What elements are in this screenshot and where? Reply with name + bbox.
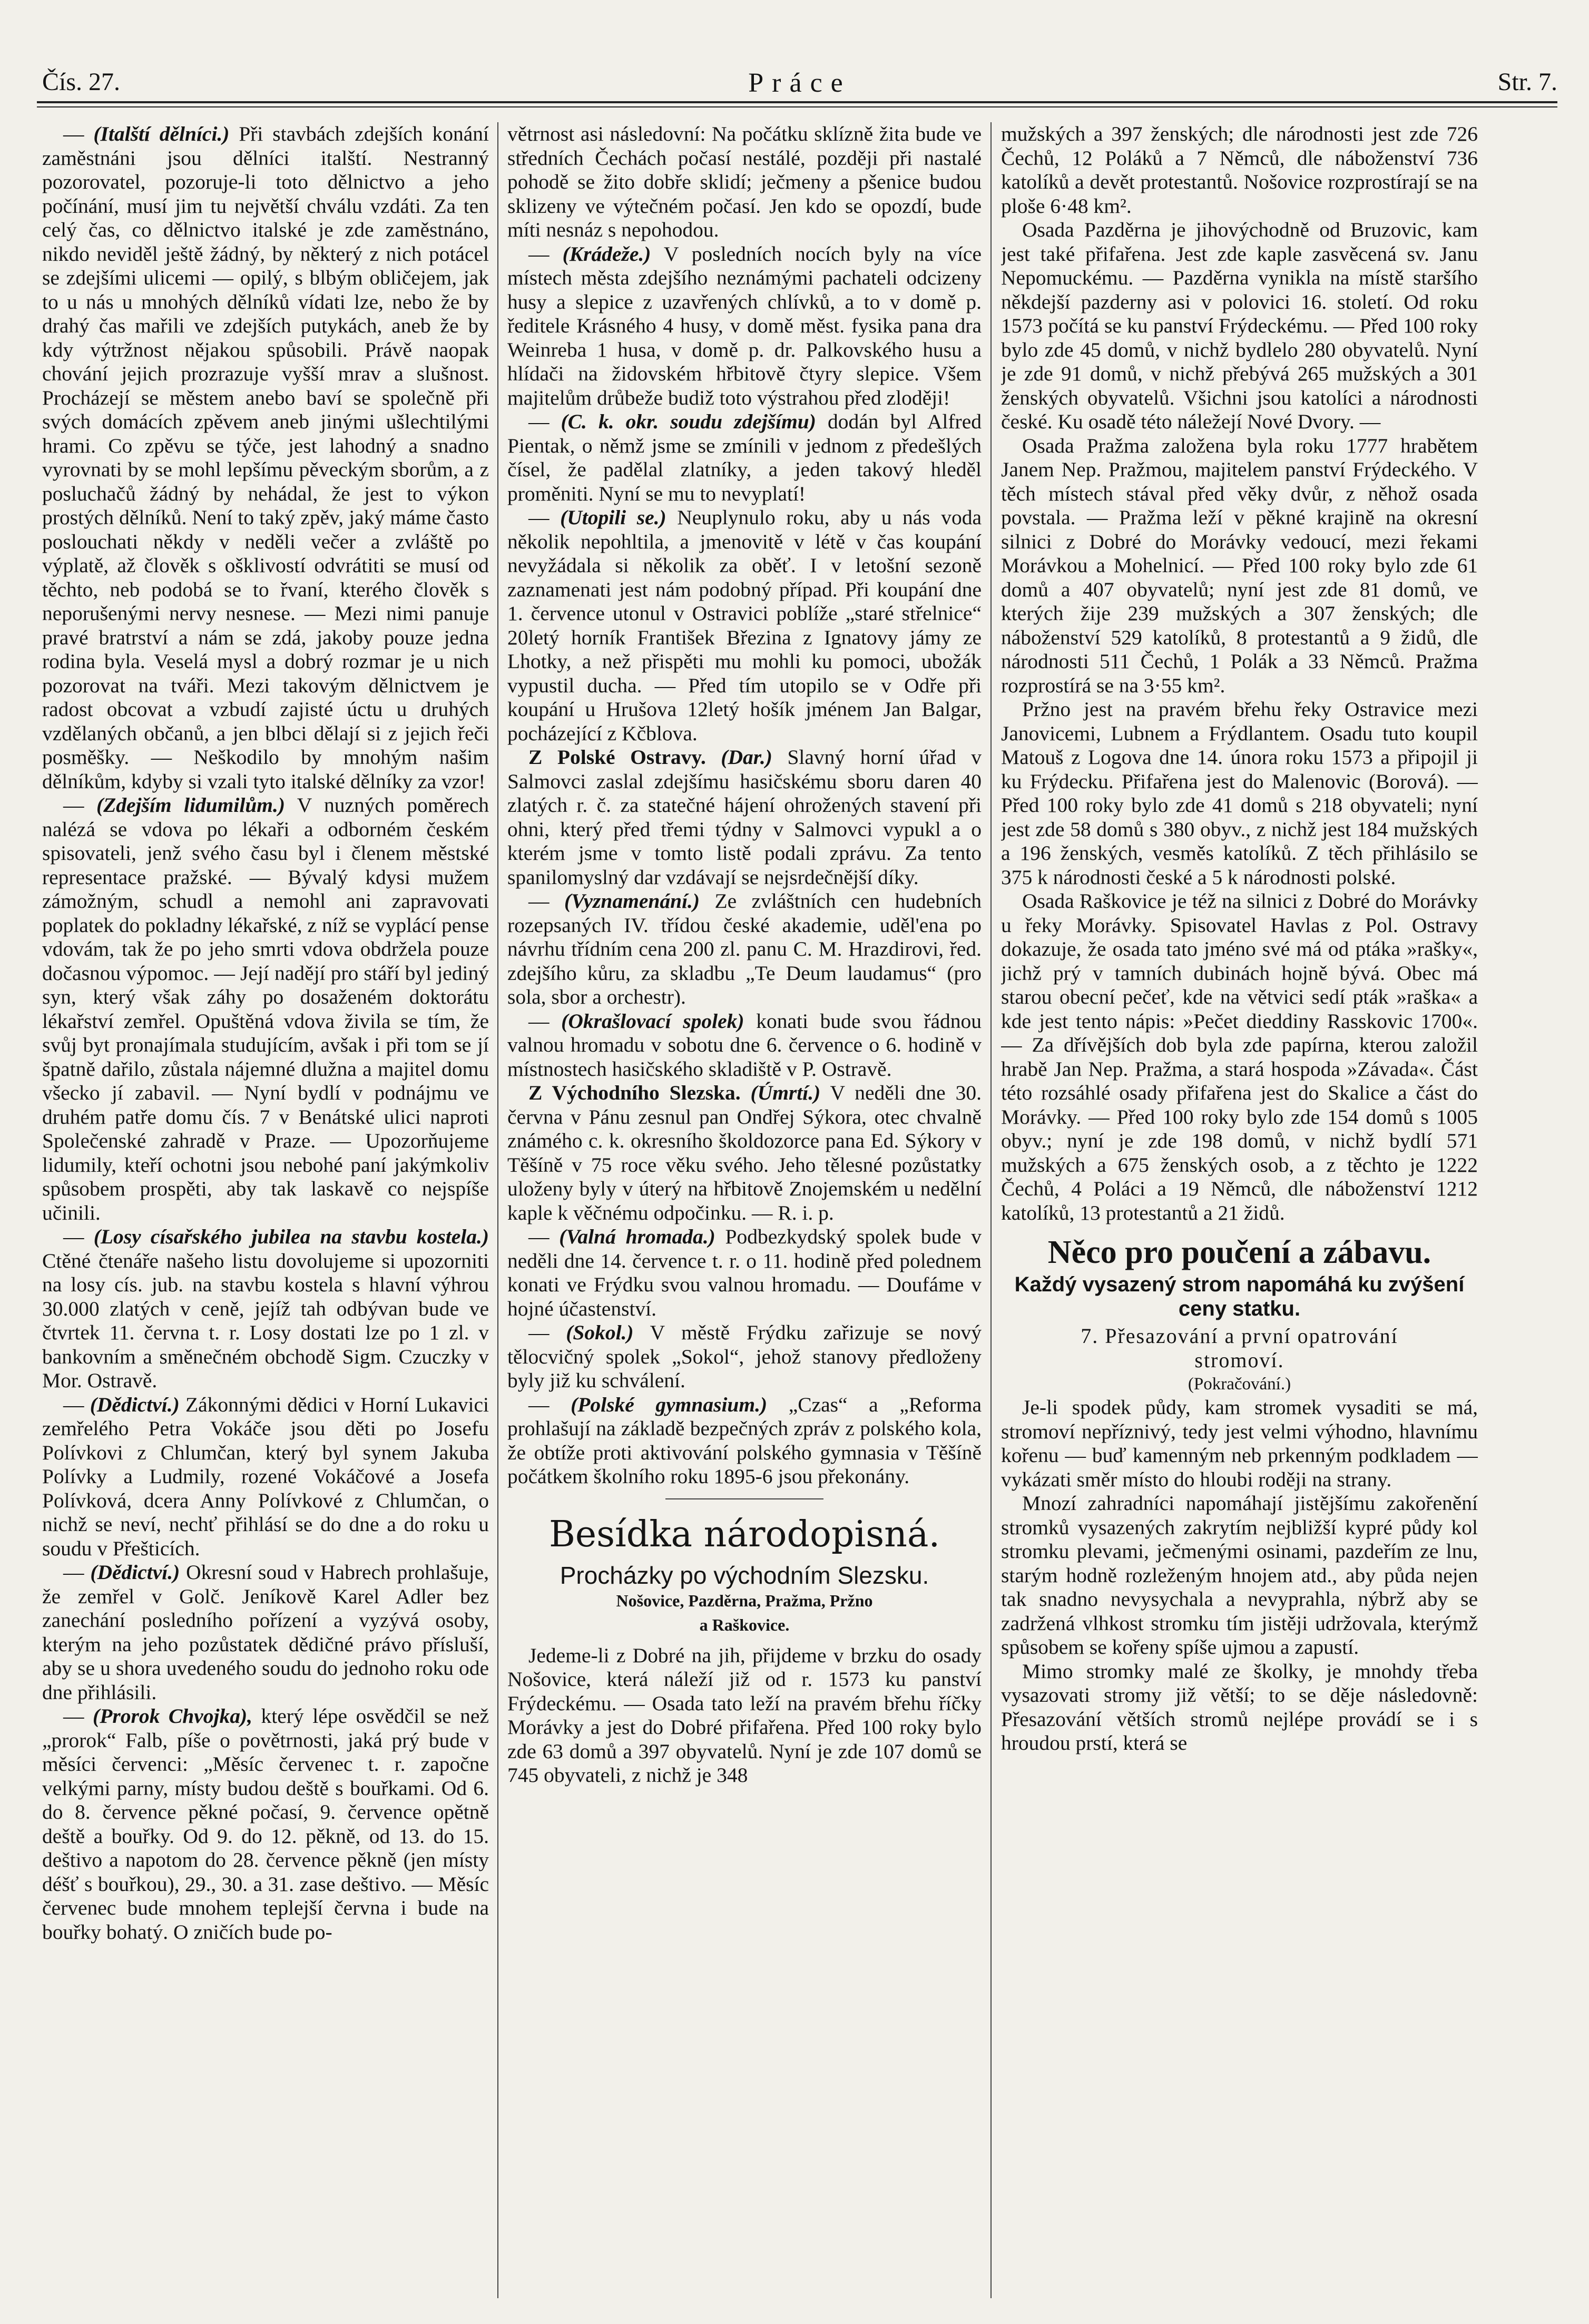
villages-line: Nošovice, Pazděrna, Pražma, Pržno: [616, 1591, 873, 1610]
article-raskovice: Osada Raškovice je též na silnici z Dobré do Morávky u řeky Morávky. Spisovatel Havlas z Pol. Ostravy dokazuje, že osada tato jméno své má od ptáka »rašky«, jichž prý v tamních dubinách hojně bývá. Obec má starou obecní pečeť, kde na větvici sedí pták »raška« a kde jest tento nápis: »Pečet dieddiny Rasskovic 1700«. — Za dřívějších dob byla zde papírna, kterou založil hrabě Jan Nep. Pražma, a stará hospoda »Závada«. Část této rozsáhlé osady přifařena jest do Skalice a část do Morávky. — Před 100 roky bylo zde 154 domů s 1005 obyv.; nyní je zde 198 domů, v nichž bydlí 571 mužských a 675 ženských osob, a z těchto je 1222 Čechů, 4 Poláci a 19 Němců, dle náboženství 1212 katolíků, 13 protestantů a 21 židů.: [1001, 889, 1478, 1224]
article-thefts: — (Krádeže.) V posledních nocích byly na více místech města zdejšího neznámými pachateli odcizeny husy a slepice z uzavřených chlívků, a to v domě p. ředitele Krásného 4 husy, v domě měst. fysika pana dra Weinreba 1 husa, v domě p. dr. Palkovského husu a hlídači na židovském hřbitově čtyry slepice. Všem majitelům drůbeže budiž toto výstrahou před zloději!: [507, 242, 982, 409]
newspaper-title: Práce: [748, 68, 851, 98]
article-award: — (Vyznamenání.) Ze zvláštních cen hudebních rozepsaných IV. třídou české akademie, uděl'ena po návrhu třídním cena 200 zl. panu C. M. Hrazdirovi, řed. zdejšího kůru, za skladbu „Te Deum laudamus“ (pro sola, sbor a orchestr).: [507, 889, 982, 1008]
section-heading: Z Východního Slezska.: [528, 1081, 741, 1104]
subheading: Každý vysazený strom napomáhá ku zvýšení ceny statku.: [1014, 1273, 1465, 1320]
column-1: [42, 122, 489, 2298]
chapter-title: 7. Přesazování a první opatrování: [1081, 1324, 1398, 1348]
page-number: Str. 7.: [1497, 68, 1557, 96]
article-philanthropists: — (Zdejším lidumilům.) V nuzných poměrech nalézá se vdova po lékaři a odborném českém spisovateli, jenž svého času byl i členem městské representace pražské. — Bývalý kdysi mužem zámožným, schudl a nemohl ani zapravovati poplatek do pokladny lékařské, z níž se vyplácí pense vdovám, tak že po jeho smrti vdova obdržela pouze dočasnou výpomoc. — Její nadějí pro stáří byl jediný syn, který však záhy po dosaženém doktorátu lékařství zemřel. Opuštěná vdova živila se tím, že svůj byt pronajímala studujícím, avšak i při tom se jí špatně dařilo, zůstala nájemné dlužna a majitel domu všecko jí zabavil. — Nyní bydlí v podnájmu ve druhém patře domu čís. 7 v Benátské ulici naproti Společenské zahradě v Praze. — Upozorňujeme lidumily, kteří ochotni jsou nebohé paní jakýmkoliv spůsobem prospěti, aby tak laskavě co nejspíše učinili.: [42, 793, 489, 1224]
article-italian-workers: — (Italští dělníci.) Při stavbách zdejších konání zaměstnáni jsou dělníci italští. Nestranný pozorovatel, pozoruje-li toto dělnictvo a jeho počínání, musí jim tu největší chválu vzdáti. Za ten celý čas, co dělnictvo italské je zde zaměstnáno, nikdo neviděl ještě žádný, by některý z nich potácel se zdejšími ulicemi — opilý, s blbým obličejem, jak to u nás u mnohých dělníků vídati lze, nebo že by drahý čas mařili ve zdejších putykách, aneb že by kdy výtržnost nějakou spůsobili. Právě naopak chování jejich prozrazuje vyšší mrav a slušnost. Procházejí se městem anebo baví se společně při svých domácích zpěvem aneb jinými ušlechtilými hrami. Co zpěvu se týče, jest lahodný a snadno vyrovnati by se mohl lepšímu pěveckým sborům, a z posluchačů žádný by nehádal, že jest to výkon prostých dělníků. Není to taký zpěv, jaký máme často poslouchati někdy v neděli večer a zvláště po výplatě, až člověk s ošklivostí odvrátiti se musí od těchto, neb podobá se to řvaní, kterého člověk s neporušenými nervy nesnese. — Mezi nimi panuje pravé bratrství a nám se zdá, jakoby pouze jedna rodina byla. Veselá mysl a dobrý rozmar je u nich pozorovat na tváři. Mezi takovým dělnictvem je radost obcovat a vzbudí zajisté úctu u druhých vzdělaných občanů, a jen blbci dělají si z jejich řeči posměšky. — Neškodilo by mnohým našim dělníkům, kdyby si vzali tyto italské dělníky za vzor!: [42, 122, 489, 793]
article-gymnasium: — (Polské gymnasium.) „Czas“ a „Reforma prohlašují na základě bezpečných zpráv z polského kola, že obtíže proti aktivování polského gymnasia v Těšíně počátkem školního roku 1895-6 jsou překonány.: [507, 1393, 982, 1488]
issue-number: Čís. 27.: [42, 68, 121, 96]
article-lottery: — (Losy císařského jubilea na stavbu kostela.) Ctěné čtenáře našeho listu dovolujeme si upozorniti na losy cís. jub. na stavbu kostela s hlavní výhrou 30.000 zlatých v ceně, jejíž tah odbývan bude ve čtvrtek 11. června t. r. Losy dostati lze po 1 zl. v bankovním a směnečném obchodě Sigm. Czuczky v Mor. Ostravě.: [42, 1225, 489, 1392]
column-divider: [990, 122, 992, 2298]
article-drowned: — (Utopili se.) Neuplynulo roku, aby u nás voda několik nepohltila, a jmenovitě v létě v čas koupání nevyžádala si několik za oběť. I v letošní sezoně zaznamenati jest nám podobný případ. Při koupání dne 1. července utonul v Ostravici poblíže „staré střelnice“ 20letý horník František Březina z Ignatovy jámy ze Lhotky, a než přispěti mu mohli ku pomoci, ubožák vypustil ducha. — Před tím utopilo se v Odře při koupání u Hrušova 12letý hošík jménem Jan Balgar, pocházející z Kčblova.: [507, 506, 982, 745]
section-divider: [665, 1498, 823, 1499]
article-gardeners: Mnozí zahradníci napomáhají jistějšímu zakořenění stromků vysazených zakrytím nejbližší kypré půdy kol stromku plevami, ječmenými osinami, pazdeřím ze lnu, starým hodně rozleženým hnojem atd., aby půda nejen tak snadno nevysychala a nevyprahla, nýbrž aby se zadržená vlhkost stromku tím jistěji udržovala, kterýmž spůsobem se kořeny spíše ujmou a zapustí.: [1001, 1492, 1478, 1659]
article-nosovice-cont: mužských a 397 ženských; dle národnosti jest zde 726 Čechů, 12 Poláků a 7 Němců, dle náboženství 736 katolíků a devět protestantů. Nošovice rozprostírají se na ploše 6·48 km².: [1001, 122, 1478, 218]
column-3: [1001, 122, 1478, 2298]
article-sokol: — (Sokol.) V městě Frýdku zařizuje se nový tělocvičný spolek „Sokol“, jehož stanovy předloženy byly již ku schválení.: [507, 1321, 982, 1392]
neco-heading: Něco pro poučení a zábavu.: [1047, 1234, 1431, 1270]
article-subsoil: Je-li spodek půdy, kam stromek vysaditi se má, stromoví nepříznivý, tedy jest velmi výhodno, hlavnímu kořenu — buď kamenným neb prkenným podkladem — vykázati směr místo do hloubi roději na strany.: [1001, 1396, 1478, 1491]
chapter-title-2: stromoví.: [1194, 1348, 1284, 1372]
article-weather-cont: větrnost asi následovní: Na počátku sklízně žita bude ve středních Čechách počasí nestálé, později při nastalé pohodě se žito dobře sklidí; ječmeny a pšenice budou sklizeny ve výtečném počasí. Jen kdo se opozdí, bude míti nesnáz s nepohodou.: [507, 122, 982, 241]
article-larger-trees: Mimo stromky malé ze školky, je mnohdy třeba vysazovati stromy již větší; to se děje následovně: Přesazování větších stromů nejlépe provádí se i s hroudou prstí, která se: [1001, 1659, 1478, 1754]
section-heading: Z Polské Ostravy.: [528, 746, 706, 769]
masthead-rule-thin: [37, 106, 1557, 107]
series-title: Procházky po východním Slezsku.: [560, 1561, 929, 1589]
article-pazderna: Osada Pazděrna je jihovýchodně od Bruzovic, kam jest také přifařena. Jest zde kaple zasvěcená sv. Janu Nepomuckému. — Pazděrna vynikla na místě staršího někdejší pazderny asi v polovici 16. století. Od roku 1573 počítá se ku panství Frýdeckému. — Před 100 roky bylo zde 45 domů, v nichž bydlelo 280 obyvatelů. Nyní je zde 91 domů, v nichž přebývá 265 mužských a 301 ženských obyvatelů. Všichni jsou katolíci a národnosti české. Ku osadě této náležejí Nové Dvory. —: [1001, 218, 1478, 433]
article-polska-ostrava: Z Polské Ostravy. (Dar.) Slavný horní úřad v Salmovci zaslal zdejšímu hasičskému sboru daren 40 zlatých r. č. za statečné hájení ohrožených stavení při ohni, který před třemi týdny v Salmovci vypukl a o kterém jsme v tomto listě podali zprávu. Za tento spanilomyslný dar vzdávají se nejsrdečnější díky.: [507, 746, 982, 889]
article-beautification: — (Okrašlovací spolek) konati bude svou řádnou valnou hromadu v sobotu dne 6. července o 6. hodině v místnostech hasičského skladiště v P. Ostravě.: [507, 1009, 982, 1081]
article-prophet: — (Prorok Chvojka), který lépe osvědčil se než „prorok“ Falb, píše o povětrnosti, jaká prý bude v měsíci červenci: „Měsíc červenec t. r. započne velkými parny, místy budou deště s bouřkami. Od 6. do 8. července pěkné počasí, 9. července opětně deště a bouřky. Od 9. do 12. pěkně, od 13. do 15. deštivo a napotom do 28. července pěkně (jen místy déšť s bouřkou), 29., 30. a 31. zase deštivo. — Měsíc červenec bude mnohem teplejší června i bude na bouřky bohatý. O zničích bude po-: [42, 1704, 489, 1944]
article-prazma: Osada Pražma založena byla roku 1777 hrabětem Janem Nep. Pražmou, majitelem panství Frýdeckého. V těch místech stával před věky dvůr, z něhož osada povstala. — Pražma leží v pěkné krajině na okresní silnici z Dobré do Morávky vedoucí, mezi řekami Morávkou a Mohelnicí. — Před 100 roky bylo zde 61 domů a 407 obyvatelů; nyní jest zde 81 domů, ve kterých žije 239 mužských a 307 ženských; dle náboženství 529 katolíků, 8 protestantů a 9 židů, dle národnosti 511 Čechů, 1 Polák a 33 Němců. Pražma rozprostírá se na 3·55 km².: [1001, 434, 1478, 697]
masthead-rule: [37, 101, 1557, 103]
article-east-silesia: Z Východního Slezska. (Úmrtí.) V neděli dne 30. června v Pánu zesnul pan Ondřej Sýkora, otec chvalně známého c. k. okresního školdozorce pana Ed. Sýkory v Těšíně v 75 roce věku svého. Jeho tělesné pozůstatky uloženy byly v úterý na hřbitově Znojemském u nedělní kaple k věčnému odpočinku. — R. i. p.: [507, 1081, 982, 1224]
article-court: — (C. k. okr. soudu zdejšímu) dodán byl Alfred Pientak, o němž jsme se zmínili v jednom z předešlých čísel, že padělal zlatníky, a jeden takový hleděl proměniti. Nyní se mu to nevyplatí!: [507, 410, 982, 505]
besidka-heading: Besídka národopisná.: [548, 1513, 940, 1555]
article-inheritance-2: — (Dědictví.) Okresní soud v Habrech prohlašuje, že zemřel v Golč. Jeníkově Karel Adler bez zanechání posledního pořízení a vyzývá osoby, kterým na jeho pozůstatek dědičné právo přísluší, aby se u shora uvedeného soudu do jednoho roku ode dne přihlásili.: [42, 1561, 489, 1704]
masthead: [42, 67, 1557, 104]
article-inheritance-1: — (Dědictví.) Zákonnými dědici v Horní Lukavici zemřelého Petra Vokáče jsou děti po Josefu Polívkovi z Chlumčan, který byl synem Jakuba Polívky a Ludmily, rozené Vokáčové a Josefa Polívková, dcera Anny Polívkové z Chlumčan, o nichž se neví, nechť přihlásí se do dne a do roku u soudu v Přešticích.: [42, 1393, 489, 1560]
article-assembly: — (Valná hromada.) Podbezkydský spolek bude v neděli dne 14. července t. r. o 11. hodině před polednem konati ve Frýdku svou valnou hromadu. — Doufáme v hojné účastenství.: [507, 1225, 982, 1320]
article-przno: Pržno jest na pravém břehu řeky Ostravice mezi Janovicemi, Lubnem a Frýdlantem. Osadu tuto koupil Matouš z Logova dne 14. února roku 1573 a připojil ji ku Frýdecku. Přifařena jest do Malenovic (Borová). — Před 100 roky bylo zde 41 domů s 218 obyvateli; nyní jest zde 58 domů s 380 obyv., z nichž jest 184 mužských a 196 ženských, vesměs katolíků. Z těch přihlásilo se 375 k národnosti české a 5 k národnosti polské.: [1001, 698, 1478, 889]
continuation-note: (Pokračování.): [1188, 1375, 1291, 1394]
column-2: [507, 122, 982, 2298]
article-nosovice: Jedeme-li z Dobré na jih, přijdeme v brzku do osady Nošovice, která náleží již od r. 1573 ku panství Frýdeckému. — Osada tato leží na pravém břehu říčky Morávky a jest do Dobré přifařena. Před 100 roky bylo zde 63 domů a 397 obyvatelů. Nyní je zde 107 domů se 745 obyvateli, z nichž je 348: [507, 1643, 982, 1787]
column-divider: [497, 122, 498, 2298]
villages-line-2: a Raškovice.: [699, 1615, 790, 1634]
